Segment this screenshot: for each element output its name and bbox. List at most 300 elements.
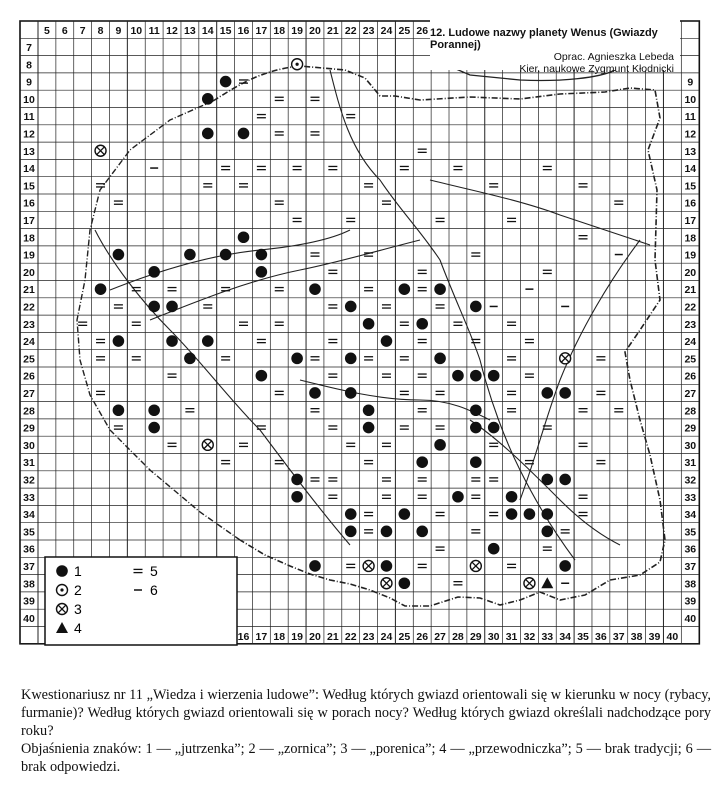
- marker-no-tradition: [400, 391, 409, 394]
- marker-no-tradition: [400, 426, 409, 429]
- column-label-bottom: 23: [362, 630, 375, 643]
- marker-no-tradition: [168, 374, 177, 377]
- marker-no-tradition: [328, 339, 337, 342]
- marker-jutrzenka: [113, 335, 125, 347]
- row-label-left: 19: [23, 249, 35, 262]
- marker-jutrzenka: [470, 370, 482, 382]
- map-title: 12. Ludowe nazwy planety Wenus (Gwiazdy Porannej): [430, 27, 658, 51]
- marker-no-tradition: [382, 478, 391, 481]
- marker-no-tradition: [310, 132, 319, 135]
- column-label-top: 7: [79, 25, 86, 37]
- marker-przewodniczka: [541, 577, 553, 588]
- row-label-right: 22: [684, 301, 697, 314]
- row-label-right: 40: [684, 612, 697, 625]
- marker-jutrzenka: [452, 370, 464, 382]
- marker-no-tradition: [418, 409, 427, 412]
- column-label-top: 14: [201, 25, 214, 37]
- marker-no-tradition: [418, 374, 427, 377]
- column-labels-top: [44, 25, 428, 37]
- marker-no-tradition: [418, 564, 427, 567]
- row-label-right: 16: [684, 197, 697, 210]
- marker-no-tradition: [346, 115, 355, 118]
- column-label-bottom: 26: [416, 630, 429, 643]
- column-label-top: 24: [380, 25, 393, 37]
- row-label-left: 18: [23, 232, 35, 245]
- marker-jutrzenka: [309, 283, 321, 295]
- marker-no-tradition: [168, 288, 177, 291]
- row-label-left: 40: [23, 612, 35, 625]
- marker-jutrzenka: [541, 508, 553, 520]
- row-label-right: 11: [684, 111, 696, 124]
- marker-no-tradition: [436, 305, 445, 308]
- column-label-bottom: 21: [327, 630, 339, 643]
- row-label-left: 16: [23, 197, 35, 210]
- marker-no-tradition: [114, 201, 123, 204]
- row-label-right: 38: [684, 578, 697, 591]
- marker-no-tradition: [221, 166, 230, 169]
- marker-jutrzenka: [113, 249, 125, 261]
- marker-porenica: [381, 578, 392, 589]
- column-label-bottom: 32: [523, 630, 536, 643]
- prepared-by: Oprac. Agnieszka Lebeda: [553, 51, 674, 63]
- legend: [45, 557, 237, 645]
- row-label-left: 22: [23, 301, 35, 314]
- marker-no-tradition: [471, 495, 480, 498]
- marker-no-tradition: [328, 166, 337, 169]
- grid-lines: [20, 21, 699, 644]
- marker-no-tradition: [257, 339, 266, 342]
- row-label-right: 29: [684, 422, 697, 435]
- marker-jutrzenka: [416, 456, 428, 468]
- marker-jutrzenka: [524, 508, 536, 520]
- marker-jutrzenka: [256, 249, 268, 261]
- column-label-bottom: 27: [434, 630, 446, 643]
- row-label-right: 36: [684, 543, 697, 556]
- marker-no-tradition: [436, 218, 445, 221]
- row-label-left: 9: [26, 76, 32, 89]
- row-label-left: 24: [23, 336, 35, 349]
- marker-jutrzenka: [202, 128, 214, 140]
- marker-porenica: [470, 560, 481, 571]
- row-label-right: 20: [684, 266, 697, 279]
- marker-jutrzenka: [220, 249, 232, 261]
- column-label-bottom: 19: [291, 630, 303, 643]
- column-label-bottom: 16: [237, 630, 250, 643]
- marker-jutrzenka: [238, 128, 250, 140]
- marker-no-tradition: [400, 322, 409, 325]
- row-label-right: 25: [684, 353, 697, 366]
- questionnaire-text: Kwestionariusz nr 11 „Wiedza i wierzenia ludowe”: Według których gwiazd orientowali się w kierunku w nocy (rybacy, furmanie)? Według których gwiazd orientowali się w porach nocy? Według których gwiazd określali nadchodzące pory roku?: [21, 687, 711, 739]
- marker-jutrzenka: [541, 387, 553, 399]
- column-label-top: 11: [148, 25, 160, 37]
- row-label-right: 9: [687, 76, 694, 89]
- legend-label: 4: [74, 620, 82, 636]
- marker-jutrzenka: [399, 508, 411, 520]
- marker-no-tradition: [310, 97, 319, 100]
- marker-no-tradition: [275, 391, 284, 394]
- marker-no-tradition: [436, 426, 445, 429]
- marker-no-tradition: [382, 374, 391, 377]
- marker-no-tradition: [257, 166, 266, 169]
- marker-no-tradition: [310, 478, 319, 481]
- marker-no-tradition: [221, 357, 230, 360]
- marker-no-tradition: [293, 166, 302, 169]
- column-label-top: 9: [115, 25, 122, 37]
- row-label-right: 10: [684, 93, 697, 106]
- marker-no-tradition: [418, 149, 427, 152]
- marker-no-tradition: [418, 339, 427, 342]
- row-label-left: 33: [23, 491, 35, 504]
- marker-no-tradition: [96, 339, 105, 342]
- row-label-left: 38: [23, 578, 35, 591]
- marker-no-tradition: [328, 495, 337, 498]
- row-label-right: 21: [684, 284, 697, 297]
- marker-jutrzenka: [345, 508, 357, 520]
- marker-no-tradition: [328, 270, 337, 273]
- row-label-right: 19: [684, 249, 697, 262]
- row-label-left: 37: [23, 560, 35, 573]
- marker-jutrzenka: [363, 404, 375, 416]
- marker-porenica: [524, 578, 535, 589]
- column-label-top: 22: [344, 25, 357, 37]
- column-label-bottom: 36: [595, 630, 607, 643]
- column-label-bottom: 28: [452, 630, 464, 643]
- marker-jutrzenka: [148, 404, 160, 416]
- marker-no-tradition: [275, 201, 284, 204]
- row-label-left: 23: [23, 318, 35, 331]
- marker-no-tradition: [471, 530, 480, 533]
- legend-label: 5: [150, 563, 158, 579]
- marker-no-tradition: [382, 495, 391, 498]
- row-label-right: 31: [684, 457, 697, 470]
- marker-no-tradition: [275, 461, 284, 464]
- marker-no-tradition: [418, 270, 427, 273]
- marker-no-tradition: [614, 409, 623, 412]
- row-label-right: 17: [684, 214, 697, 227]
- marker-jutrzenka: [148, 301, 160, 313]
- marker-no-tradition: [579, 512, 588, 515]
- marker-jutrzenka: [541, 526, 553, 538]
- marker-no-tradition: [364, 461, 373, 464]
- column-label-top: 20: [309, 25, 321, 37]
- marker-no-tradition: [507, 357, 516, 360]
- marker-jutrzenka: [291, 491, 303, 503]
- marker-no-tradition: [382, 201, 391, 204]
- row-label-left: 15: [23, 180, 35, 193]
- column-label-bottom: 24: [380, 630, 393, 643]
- marker-no-tradition: [400, 357, 409, 360]
- marker-jutrzenka: [166, 301, 178, 313]
- marker-no-tradition: [364, 530, 373, 533]
- column-label-bottom: 38: [630, 630, 643, 643]
- row-label-left: 26: [23, 370, 35, 383]
- row-label-left: 34: [23, 509, 35, 522]
- marker-porenica: [363, 560, 374, 571]
- country-border: [213, 66, 665, 606]
- marker-jutrzenka: [220, 76, 232, 88]
- column-label-top: 16: [237, 25, 250, 37]
- row-label-right: 28: [684, 405, 697, 418]
- row-label-left: 21: [23, 284, 35, 297]
- marker-no-tradition: [453, 166, 462, 169]
- row-label-right: 32: [684, 474, 697, 487]
- legend-symbol-dotted-circle: [57, 585, 68, 596]
- marker-no-tradition: [364, 357, 373, 360]
- marker-no-tradition: [614, 201, 623, 204]
- row-label-right: 14: [684, 163, 697, 176]
- row-label-right: 34: [684, 509, 697, 522]
- marker-jutrzenka: [148, 266, 160, 278]
- marker-no-tradition: [328, 478, 337, 481]
- marker-porenica: [560, 353, 571, 364]
- marker-jutrzenka: [256, 370, 268, 382]
- legend-label: 2: [74, 582, 82, 598]
- marker-no-tradition: [507, 218, 516, 221]
- column-label-top: 12: [166, 25, 178, 37]
- marker-no-tradition: [525, 339, 534, 342]
- row-label-left: 35: [23, 526, 35, 539]
- row-label-right: 39: [684, 595, 697, 608]
- marker-no-tradition: [275, 132, 284, 135]
- marker-jutrzenka: [381, 560, 393, 572]
- row-label-left: 29: [23, 422, 35, 435]
- marker-no-tradition: [275, 322, 284, 325]
- row-label-left: 25: [23, 353, 35, 366]
- marker-jutrzenka: [434, 353, 446, 365]
- marker-jutrzenka: [291, 353, 303, 365]
- marker-jutrzenka: [202, 93, 214, 105]
- row-label-right: 13: [684, 145, 697, 158]
- column-label-top: 23: [362, 25, 375, 37]
- column-label-bottom: 34: [559, 630, 572, 643]
- marker-jutrzenka: [506, 508, 518, 520]
- marker-no-tradition: [382, 443, 391, 446]
- marker-jutrzenka: [416, 526, 428, 538]
- column-label-bottom: 33: [541, 630, 554, 643]
- column-label-bottom: 30: [487, 630, 500, 643]
- marker-no-tradition: [453, 322, 462, 325]
- marker-no-tradition: [203, 184, 212, 187]
- column-label-top: 19: [291, 25, 303, 37]
- river-oder: [95, 230, 350, 545]
- river-noteć: [110, 230, 350, 290]
- marker-no-tradition: [382, 305, 391, 308]
- row-label-left: 28: [23, 405, 35, 418]
- row-label-right: 24: [684, 336, 697, 349]
- marker-jutrzenka: [434, 439, 446, 451]
- marker-no-tradition: [275, 288, 284, 291]
- marker-jutrzenka: [309, 387, 321, 399]
- marker-no-tradition: [328, 305, 337, 308]
- row-label-right: 23: [684, 318, 697, 331]
- marker-jutrzenka: [399, 283, 411, 295]
- marker-no-tradition: [471, 478, 480, 481]
- marker-jutrzenka: [381, 335, 393, 347]
- row-label-left: 10: [23, 93, 35, 106]
- row-labels-right: [684, 77, 696, 625]
- row-label-left: 11: [23, 111, 35, 124]
- marker-jutrzenka: [381, 526, 393, 538]
- row-label-left: 36: [23, 543, 35, 556]
- marker-no-tradition: [507, 409, 516, 412]
- marker-jutrzenka: [345, 301, 357, 313]
- marker-no-tradition: [239, 322, 248, 325]
- marker-no-tradition: [579, 495, 588, 498]
- row-label-left: 31: [23, 457, 35, 470]
- marker-jutrzenka: [559, 560, 571, 572]
- column-label-top: 13: [184, 25, 196, 37]
- marker-jutrzenka: [309, 560, 321, 572]
- marker-no-tradition: [185, 409, 194, 412]
- marker-jutrzenka: [345, 353, 357, 365]
- marker-no-tradition: [96, 391, 105, 394]
- row-label-left: 30: [23, 439, 35, 452]
- row-label-right: 33: [684, 491, 697, 504]
- marker-no-tradition: [221, 461, 230, 464]
- column-label-bottom: 31: [505, 630, 518, 643]
- marker-no-tradition: [239, 184, 248, 187]
- marker-jutrzenka: [184, 353, 196, 365]
- marker-no-tradition: [310, 409, 319, 412]
- marker-jutrzenka: [506, 491, 518, 503]
- row-label-right: 30: [684, 439, 697, 452]
- row-label-left: 7: [26, 41, 32, 54]
- row-label-right: 18: [684, 232, 697, 245]
- western-border: [77, 101, 240, 540]
- marker-no-tradition: [507, 564, 516, 567]
- marker-no-tradition: [418, 495, 427, 498]
- column-label-bottom: 37: [612, 630, 625, 643]
- marker-no-tradition: [561, 530, 570, 533]
- marker-jutrzenka: [416, 318, 428, 330]
- marker-porenica: [202, 439, 213, 450]
- marker-jutrzenka: [470, 301, 482, 313]
- marker-no-tradition: [364, 288, 373, 291]
- column-label-bottom: 17: [255, 630, 268, 643]
- marker-no-tradition: [114, 426, 123, 429]
- row-label-right: 15: [684, 180, 697, 193]
- river-bug: [520, 240, 640, 500]
- marker-no-tradition: [471, 253, 480, 256]
- marker-jutrzenka: [470, 456, 482, 468]
- column-label-bottom: 29: [469, 630, 482, 643]
- column-label-top: 21: [327, 25, 339, 37]
- marker-no-tradition: [507, 322, 516, 325]
- marker-no-tradition: [579, 236, 588, 239]
- marker-no-tradition: [489, 443, 498, 446]
- marker-jutrzenka: [363, 422, 375, 434]
- marker-no-tradition: [418, 288, 427, 291]
- marker-jutrzenka: [291, 474, 303, 486]
- map-caption: [21, 686, 711, 776]
- row-label-left: 20: [23, 266, 35, 279]
- marker-jutrzenka: [148, 422, 160, 434]
- marker-no-tradition: [453, 582, 462, 585]
- row-label-left: 32: [23, 474, 35, 487]
- column-label-bottom: 40: [666, 630, 679, 643]
- marker-no-tradition: [168, 443, 177, 446]
- marker-no-tradition: [543, 547, 552, 550]
- column-label-bottom: 20: [309, 630, 321, 643]
- row-labels-left: [23, 42, 35, 625]
- marker-jutrzenka: [256, 266, 268, 278]
- marker-no-tradition: [418, 478, 427, 481]
- marker-jutrzenka: [363, 318, 375, 330]
- legend-label: 1: [74, 563, 82, 579]
- legend-label: 6: [150, 582, 158, 598]
- marker-no-tradition: [507, 391, 516, 394]
- column-label-top: 6: [61, 25, 68, 37]
- marker-porenica: [95, 145, 106, 156]
- marker-zornica: [292, 59, 303, 70]
- marker-jutrzenka: [559, 387, 571, 399]
- legend-symbol-crossed-circle: [57, 604, 68, 615]
- marker-no-tradition: [543, 270, 552, 273]
- column-label-top: 18: [273, 25, 286, 37]
- column-label-top: 25: [398, 25, 411, 37]
- marker-no-tradition: [579, 184, 588, 187]
- river-narew: [430, 180, 650, 245]
- column-label-bottom: 39: [648, 630, 661, 643]
- marker-no-tradition: [596, 357, 605, 360]
- row-label-left: 39: [23, 595, 35, 608]
- marker-no-tradition: [364, 512, 373, 515]
- marker-no-tradition: [275, 97, 284, 100]
- marker-jutrzenka: [399, 577, 411, 589]
- column-label-top: 5: [44, 25, 50, 37]
- marker-jutrzenka: [345, 387, 357, 399]
- column-label-top: 8: [97, 25, 104, 37]
- marker-no-tradition: [96, 184, 105, 187]
- marker-no-tradition: [489, 184, 498, 187]
- marker-no-tradition: [310, 357, 319, 360]
- column-label-top: 26: [416, 25, 429, 37]
- column-label-bottom: 18: [273, 630, 286, 643]
- row-label-right: 37: [684, 560, 697, 573]
- column-label-top: 15: [219, 25, 232, 37]
- marker-no-tradition: [310, 253, 319, 256]
- marker-no-tradition: [596, 391, 605, 394]
- row-label-left: 13: [23, 145, 35, 158]
- supervisor: Kier. naukowe Zygmunt Kłodnicki: [519, 63, 674, 75]
- marker-no-tradition: [132, 357, 141, 360]
- marker-no-tradition: [436, 391, 445, 394]
- marker-jutrzenka: [166, 335, 178, 347]
- marker-no-tradition: [203, 305, 212, 308]
- marker-no-tradition: [436, 512, 445, 515]
- marker-no-tradition: [346, 218, 355, 221]
- marker-no-tradition: [328, 426, 337, 429]
- row-label-right: 27: [684, 387, 697, 400]
- marker-jutrzenka: [184, 249, 196, 261]
- legend-symbol-filled-circle: [56, 565, 68, 577]
- marker-jutrzenka: [202, 335, 214, 347]
- marker-jutrzenka: [541, 474, 553, 486]
- row-label-right: 12: [684, 128, 697, 141]
- column-label-top: 17: [255, 25, 268, 37]
- marker-no-tradition: [579, 443, 588, 446]
- legend-label: 3: [74, 601, 82, 617]
- marker-no-tradition: [96, 357, 105, 360]
- column-label-bottom: 35: [577, 630, 589, 643]
- row-label-left: 27: [23, 387, 35, 400]
- marker-no-tradition: [132, 288, 141, 291]
- marker-jutrzenka: [434, 283, 446, 295]
- column-label-bottom: 25: [398, 630, 411, 643]
- marker-no-tradition: [436, 547, 445, 550]
- marker-no-tradition: [328, 374, 337, 377]
- marker-jutrzenka: [345, 526, 357, 538]
